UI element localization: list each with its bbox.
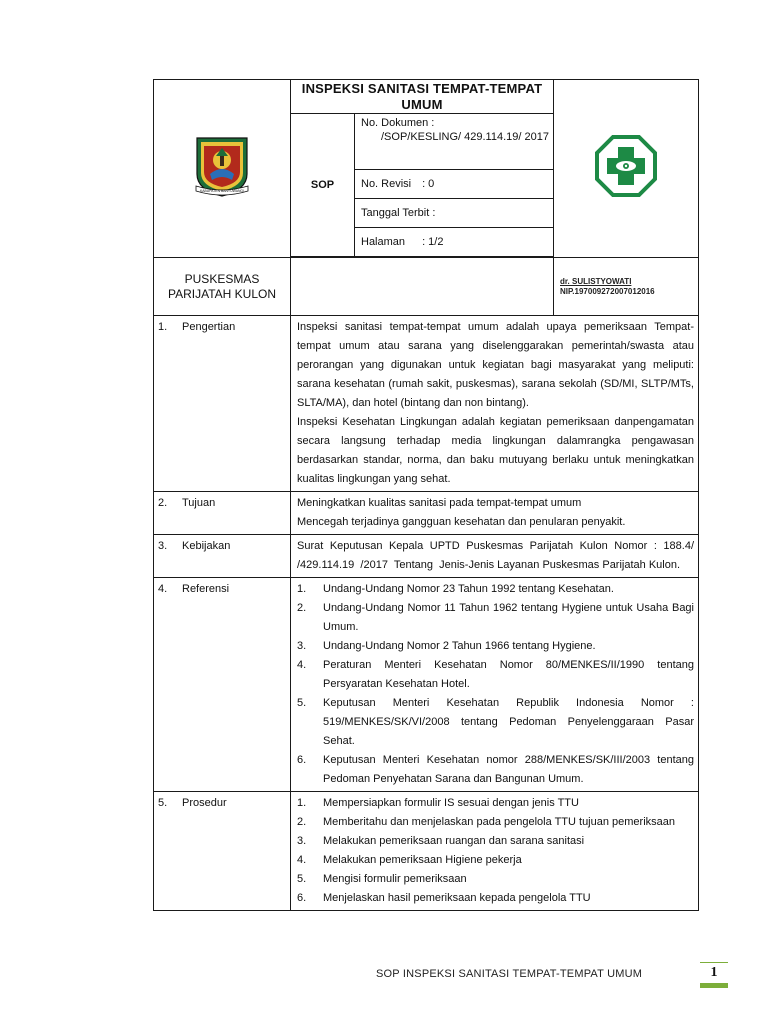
regency-seal-icon — [192, 134, 252, 198]
section-label: Pengertian — [182, 321, 236, 333]
document-number-label: No. Dokumen : — [361, 117, 435, 129]
section-row-tujuan — [154, 492, 699, 535]
list-item — [297, 851, 694, 870]
signer-nip: NIP.197009272007012016 — [560, 286, 655, 296]
list-item — [297, 889, 694, 908]
list-item-text: Peraturan Menteri Kesehatan Nomor 80/MENKES/II/1990 tentang Persyaratan Kesehatan Hotel. — [323, 659, 694, 690]
revision-cell — [355, 170, 554, 199]
page-count-label: Halaman — [361, 236, 406, 248]
list-item-number: 3. — [297, 640, 307, 652]
issue-date-cell — [355, 199, 554, 228]
list-item — [297, 637, 694, 656]
list-item-number: 4. — [297, 659, 307, 671]
definition-paragraph: Inspeksi sanitasi tempat-tempat umum adalah upaya pemeriksaan Tempat- tempat umum atau sarana yang diselenggarakan pemerintah/swasta atau perorangan yang digunakan untuk kegiatan bagi masyarakat yang meliputi: sarana kesehatan (rumah sakit, puskesmas), sarana sekolah (SD/MI, SLTP/MTs, SLTA/MA), dan hotel (bintang dan non bintang). — [297, 321, 694, 409]
section-row-kebijakan — [154, 535, 699, 578]
section-number: 2. — [158, 497, 168, 509]
section-label-cell — [154, 492, 291, 535]
list-item-number: 3. — [297, 835, 307, 847]
section-label-cell — [154, 792, 291, 911]
page-count-cell — [355, 228, 554, 257]
page-number: 1 — [700, 962, 728, 983]
list-item-number: 6. — [297, 754, 307, 766]
section-body — [291, 578, 699, 792]
footer-title: SOP INSPEKSI SANITASI TEMPAT-TEMPAT UMUM — [376, 968, 643, 980]
list-item — [297, 694, 694, 751]
issue-date-label: Tanggal Terbit : — [361, 207, 436, 219]
list-item-number: 2. — [297, 602, 307, 614]
list-item-text: Undang-Undang Nomor 2 Tahun 1966 tentang Hygiene. — [323, 640, 596, 652]
sop-label-cell — [291, 114, 355, 257]
definition-paragraph: Inspeksi Kesehatan Lingkungan adalah kegiatan pemeriksaan danpengamatan secara langsung terhadap media lingkungan dalamrangka pengawasan berdasarkan standar, norma, dan baku mutuyang berlaku untuk meningkatkan kualitas lingkungan yang sehat. — [297, 416, 694, 485]
list-item-number: 1. — [297, 583, 307, 595]
section-label: Prosedur — [182, 797, 227, 809]
organization-name-line1: PUSKESMAS — [184, 271, 260, 286]
list-item — [297, 794, 694, 813]
objective-line: Meningkatkan kualitas sanitasi pada tempat-tempat umum — [297, 497, 582, 509]
list-item-text: Keputusan Menteri Kesehatan Republik Indonesia Nomor : 519/MENKES/SK/VI/2008 tentang Pedoman Penyelenggaraan Pasar Sehat. — [323, 697, 694, 747]
section-row-pengertian — [154, 316, 699, 492]
list-item — [297, 599, 694, 637]
section-label-cell — [154, 316, 291, 492]
list-item-text: Mempersiapkan formulir IS sesuai dengan jenis TTU — [323, 797, 579, 809]
section-label: Kebijakan — [182, 540, 231, 552]
document-title: INSPEKSI SANITASI TEMPAT-TEMPAT UMUM — [301, 80, 543, 112]
list-item — [297, 580, 694, 599]
list-item — [297, 870, 694, 889]
page-count-value: : 1/2 — [422, 236, 444, 248]
list-item-text: Undang-Undang Nomor 11 Tahun 1962 tentang Hygiene untuk Usaha Bagi Umum. — [323, 602, 694, 633]
organization-cell — [154, 258, 291, 316]
list-item — [297, 751, 694, 789]
section-body — [291, 316, 699, 492]
list-item — [297, 813, 694, 832]
document-number-value: /SOP/KESLING/ 429.114.19/ 2017 — [381, 131, 549, 143]
list-item-text: Mengisi formulir pemeriksaan — [323, 873, 467, 885]
policy-paragraph: Surat Keputusan Kepala UPTD Puskesmas Parijatah Kulon Nomor : 188.4/ /429.114.19 /2017 Tentang Jenis-Jenis Layanan Puskesmas Parijatah Kulon. — [297, 540, 737, 571]
signer-name: dr. SULISTYOWATI — [560, 276, 632, 286]
list-item-number: 5. — [297, 697, 307, 709]
reference-list — [297, 580, 694, 789]
section-label: Referensi — [182, 583, 230, 595]
list-item-number: 5. — [297, 873, 307, 885]
list-item — [297, 832, 694, 851]
list-item-text: Melakukan pemeriksaan Higiene pekerja — [323, 854, 522, 866]
document-number-cell — [355, 114, 554, 170]
section-label-cell — [154, 578, 291, 792]
signature-blank-cell — [291, 258, 554, 316]
section-body — [291, 792, 699, 911]
seal-ribbon-text: KABUPATEN BANYUWANGI — [199, 189, 245, 193]
section-body — [291, 492, 699, 535]
section-row-referensi — [154, 578, 699, 792]
puskesmas-logo-icon — [595, 135, 657, 197]
document-title-cell — [291, 80, 554, 114]
list-item-number: 4. — [297, 854, 307, 866]
organization-name-line2: PARIJATAH KULON — [167, 286, 277, 301]
page-number-accent-bar — [700, 983, 728, 988]
section-number: 1. — [158, 321, 168, 333]
revision-value: : 0 — [422, 178, 435, 190]
section-label: Tujuan — [182, 497, 216, 509]
list-item-text: Keputusan Menteri Kesehatan nomor 288/MENKES/SK/III/2003 tentang Pedoman Penyehatan Sarana dan Bangunan Umum. — [323, 754, 694, 785]
sop-table — [153, 79, 737, 911]
procedure-list — [297, 794, 694, 908]
list-item-number: 6. — [297, 892, 307, 904]
section-number: 4. — [158, 583, 168, 595]
list-item-text: Melakukan pemeriksaan ruangan dan sarana sanitasi — [323, 835, 585, 847]
objective-line: Mencegah terjadinya gangguan kesehatan dan penularan penyakit. — [297, 516, 626, 528]
list-item-text: Menjelaskan hasil pemeriksaan kepada pengelola TTU — [323, 892, 591, 904]
list-item-number: 2. — [297, 816, 307, 828]
section-label-cell — [154, 535, 291, 578]
regency-logo-cell — [154, 80, 291, 258]
section-row-prosedur — [154, 792, 699, 911]
list-item-text: Undang-Undang Nomor 23 Tahun 1992 tentang Kesehatan. — [323, 583, 614, 595]
signature-cell — [554, 258, 699, 316]
sop-label: SOP — [310, 179, 335, 191]
section-body — [291, 535, 737, 578]
list-item-text: Memberitahu dan menjelaskan pada pengelola TTU tujuan pemeriksaan — [323, 816, 676, 828]
section-number: 3. — [158, 540, 168, 552]
section-number: 5. — [158, 797, 168, 809]
health-logo-cell — [554, 80, 699, 258]
list-item-number: 1. — [297, 797, 307, 809]
list-item — [297, 656, 694, 694]
revision-label: No. Revisi — [361, 178, 412, 190]
